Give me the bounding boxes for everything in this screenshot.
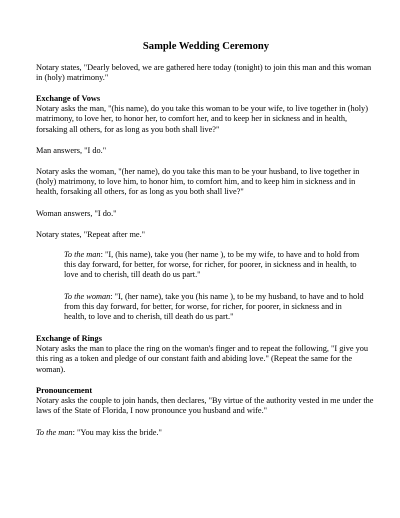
pronouncement-section — [36, 386, 376, 417]
pronouncement-heading: Pronouncement — [36, 386, 93, 395]
rings-heading: Exchange of Rings — [36, 334, 102, 343]
kiss-label: To the man — [36, 428, 73, 437]
woman-vow-label: To the woman — [64, 292, 111, 301]
vows-ask-man: Notary asks the man, "(his name), do you take this woman to be your wife, to live together in (holy) matrimony, to love her, to honor her, to comfort her, and to keep her in sickness and in health, forsaking all others, for as long as you both shall live?" — [36, 104, 368, 134]
rings-section — [36, 334, 376, 375]
man-answer: Man answers, "I do." — [36, 146, 107, 155]
man-vow-text: : "I, (his name), take you (her name ), to be my wife, to have and to hold from this day forward, for better, for worse, for richer, for poorer, in sickness and in health, to love and to cherish, till death do us part." — [64, 250, 360, 280]
man-vow — [64, 250, 364, 281]
repeat-instruction: Notary states, "Repeat after me." — [36, 230, 146, 239]
kiss-text: : "You may kiss the bride." — [72, 428, 162, 437]
man-vow-label: To the man — [64, 250, 101, 259]
woman-answer: Woman answers, "I do." — [36, 209, 117, 218]
page-title: Sample Wedding Ceremony — [142, 41, 270, 52]
woman-vow-text: : "I, (her name), take you (his name ), to be my husband, to have and to hold from this day forward, for better, for worse, for richer, for poorer, in sickness and in health, to love and to cherish, till death do us part." — [64, 292, 364, 322]
pronouncement-text: Notary asks the couple to join hands, then declares, "By virtue of the authority vested in me under the laws of the State of Florida, I now pronounce you husband and wife." — [36, 396, 374, 416]
kiss-the-bride — [36, 428, 376, 438]
vows-ask-woman: Notary asks the woman, "(her name), do you take this man to be your husband, to live together in (holy) matrimony, to love him, to honor him, to comfort him, and to keep him in sickness and in health, forsaking all others, for as long as you both shall live?" — [36, 167, 360, 197]
vows-heading: Exchange of Vows — [36, 94, 101, 103]
rings-text: Notary asks the man to place the ring on the woman's finger and to repeat the following, "I give you this ring as a token and pledge of our constant faith and abiding love." (Repeat the same for the woman). — [36, 344, 369, 374]
intro-paragraph: Notary states, "Dearly beloved, we are gathered here today (tonight) to join this man and this woman in (holy) matrimony." — [36, 63, 372, 83]
woman-vow — [64, 292, 364, 323]
vows-section — [36, 94, 376, 135]
